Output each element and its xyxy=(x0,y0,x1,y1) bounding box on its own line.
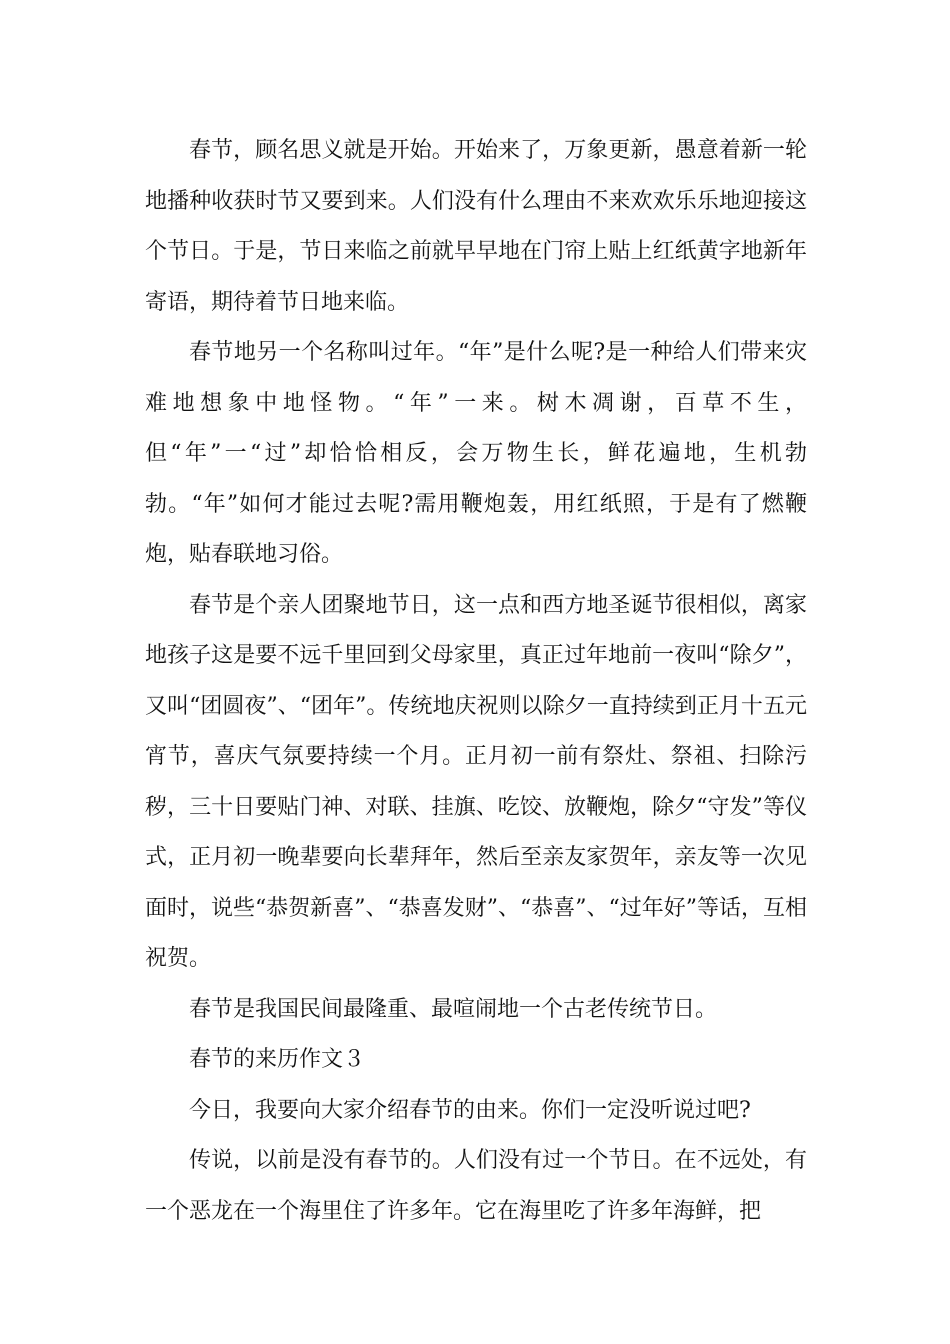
paragraph-summary: 春节是我国民间最隆重、最喧闹地一个古老传统节日。 xyxy=(189,996,718,1022)
document-body xyxy=(145,126,807,1237)
essay-heading: 春节的来历作文３ xyxy=(189,1047,366,1072)
paragraph-legend: 传说，以前是没有春节的。人们没有过一个节日。在不远处，有一个恶龙在一个海里住了许多年。它在海里吃了许多年海鲜，把 xyxy=(145,1148,807,1224)
paragraph-family-reunion: 春节是个亲人团聚地节日，这一点和西方地圣诞节很相似，离家地孩子这是要不远千里回到父母家里，真正过年地前一夜叫“除夕”，又叫“团圆夜”、“团年”。传统地庆祝则以除夕一直持续到正月十五元宵节，喜庆气氛要持续一个月。正月初一前有祭灶、祭祖、扫除污秽，三十日要贴门神、对联、挂旗、吃饺、放鞭炮，除夕“守发”等仪式，正月初一晚辈要向长辈拜年，然后至亲友家贺年，亲友等一次见面时，说些“恭贺新喜”、“恭喜发财”、“恭喜”、“过年好”等话，互相祝贺。 xyxy=(145,592,807,971)
paragraph-introduction: 今日，我要向大家介绍春节的由来。你们一定没听说过吧? xyxy=(189,1097,751,1123)
paragraph-nian-monster: 春节地另一个名称叫过年。“年”是什么呢?是一种给人们带来灾难地想象中地怪物。“年”一来。树木凋谢，百草不生，但“年”一“过”却恰恰相反，会万物生长，鲜花遍地，生机勃勃。“年”如何才能过去呢?需用鞭炮轰，用红纸照，于是有了燃鞭炮，贴春联地习俗。 xyxy=(145,340,807,567)
paragraph-spring-festival-meaning: 春节，顾名思义就是开始。开始来了，万象更新，愚意着新一轮地播种收获时节又要到来。人们没有什么理由不来欢欢乐乐地迎接这个节日。于是，节日来临之前就早早地在门帘上贴上红纸黄字地新年寄语，期待着节日地来临。 xyxy=(145,138,807,315)
